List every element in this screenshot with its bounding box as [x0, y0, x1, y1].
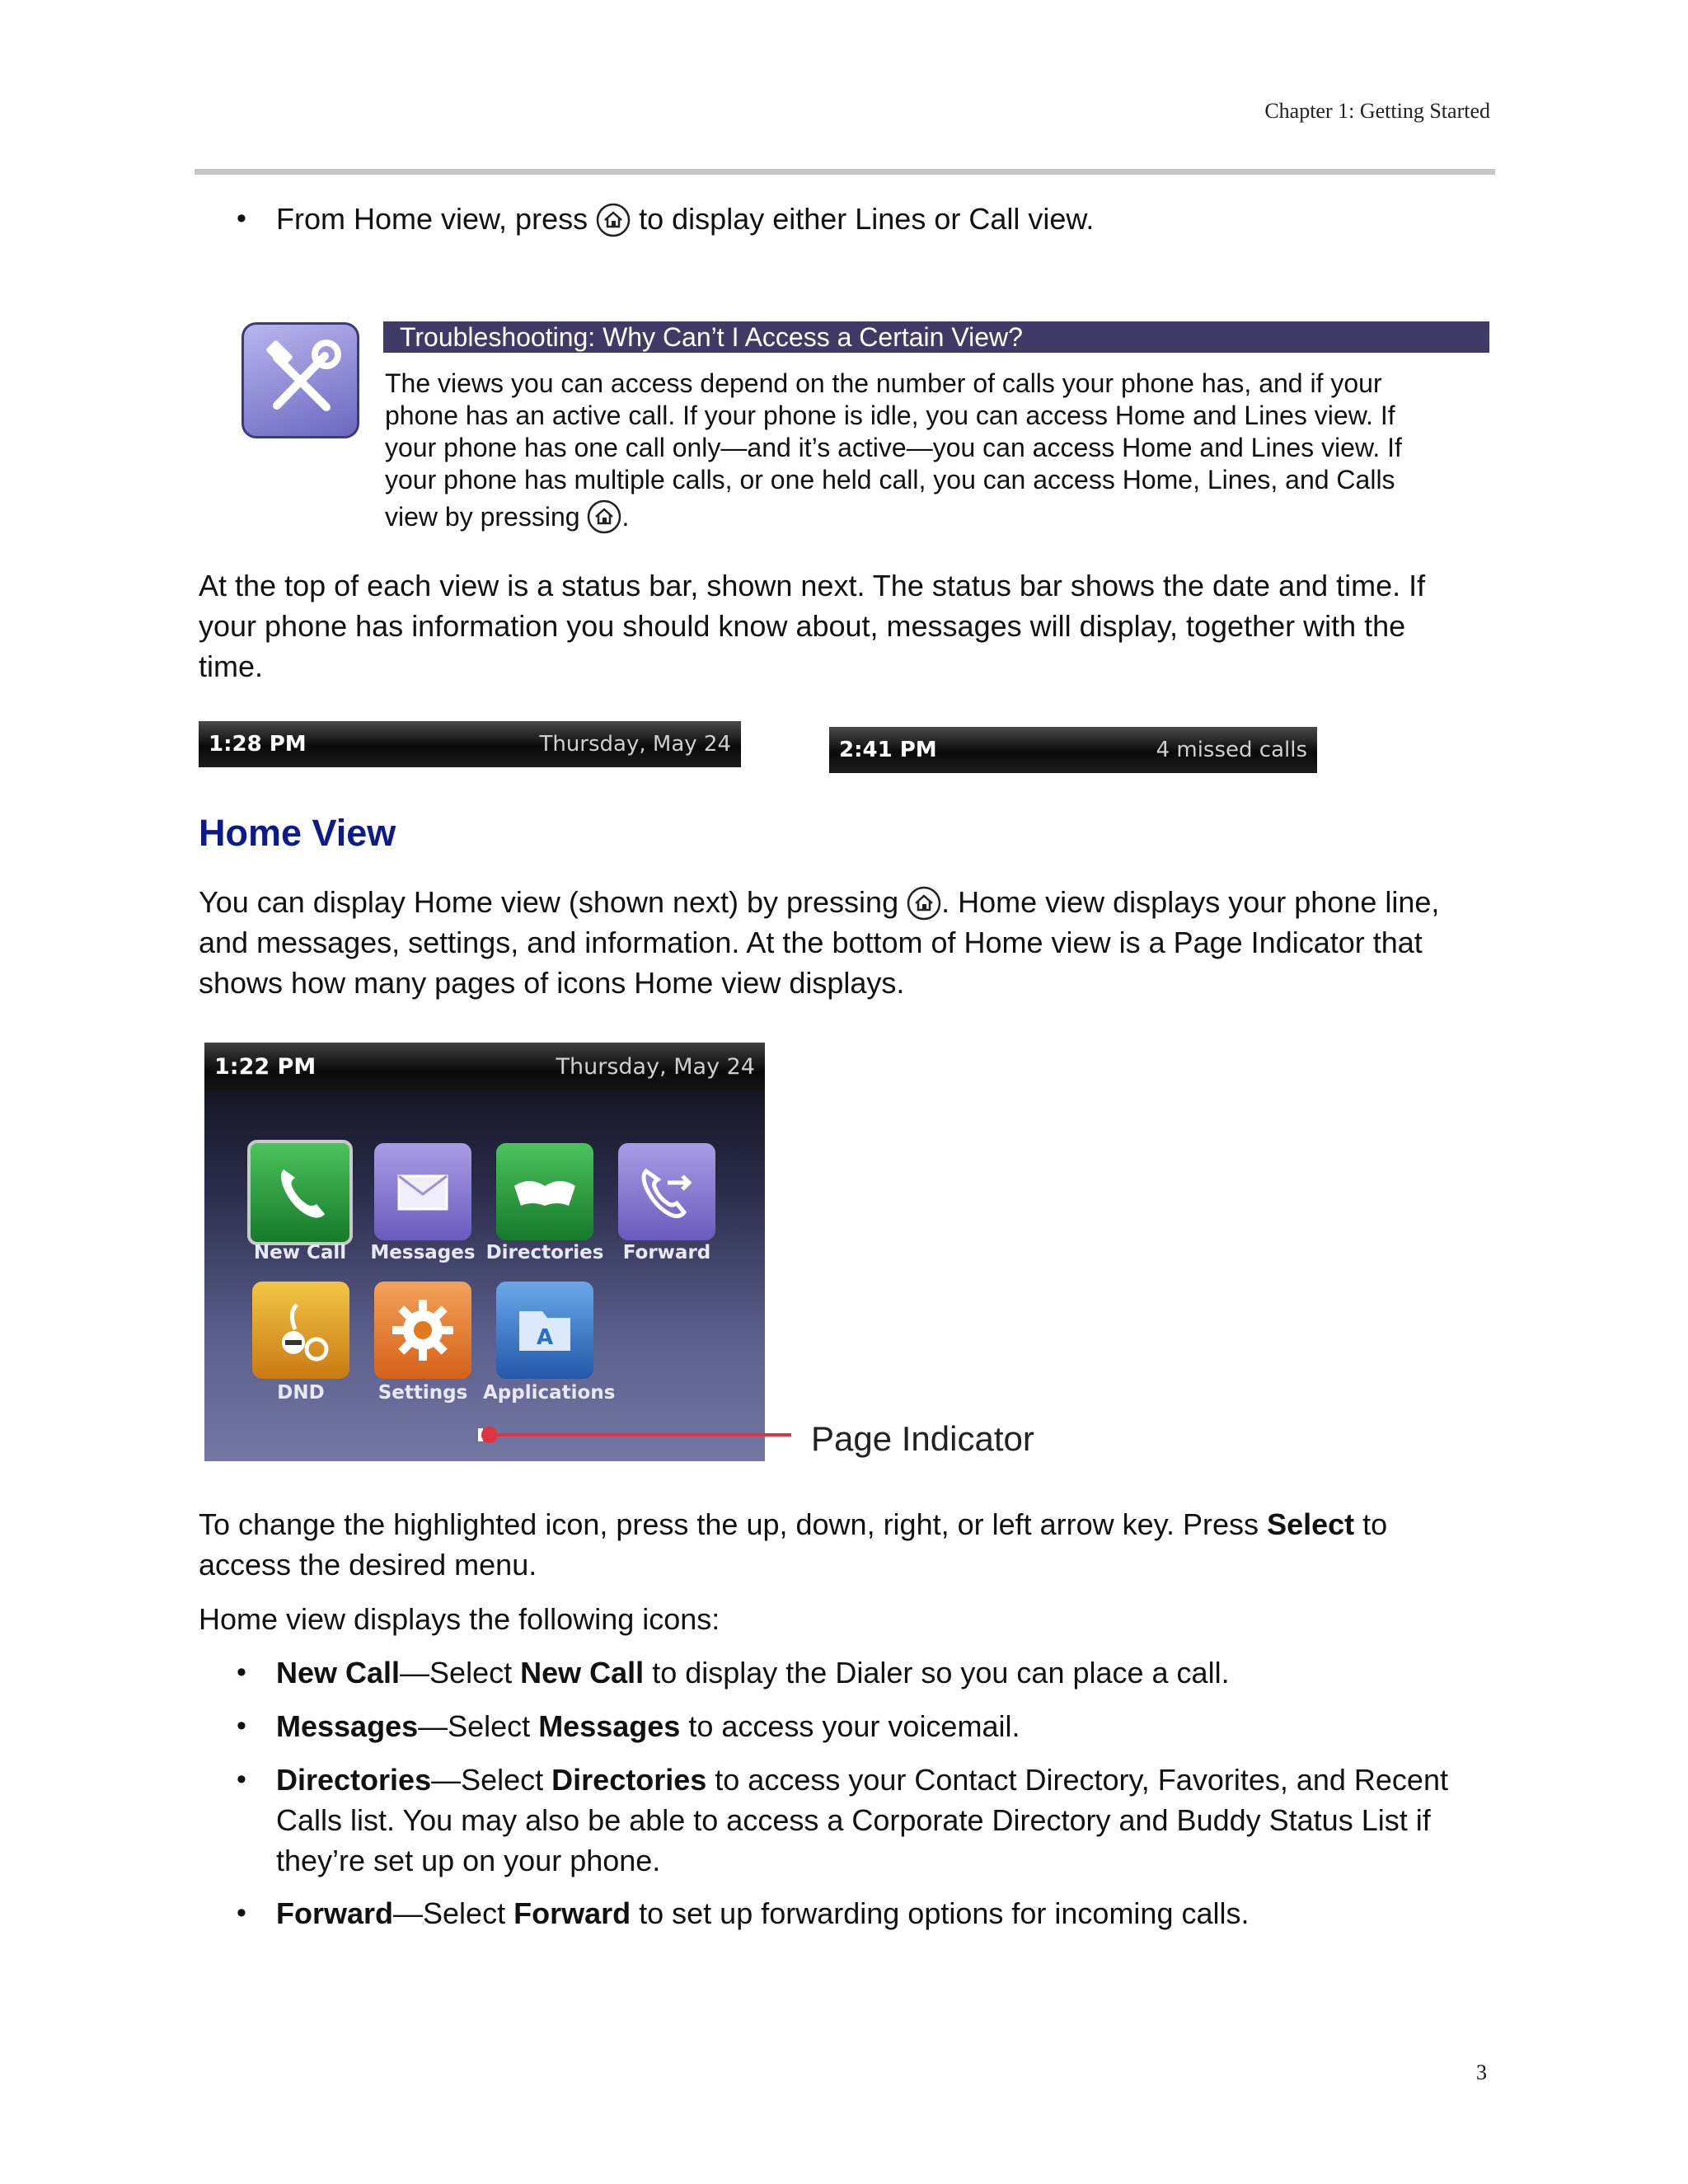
- navigation-paragraph: [199, 1504, 1517, 1585]
- tip-line: your phone has multiple calls, or one held call, you can access Home, Lines, and Calls: [385, 465, 1395, 494]
- list-line: they’re set up on your phone.: [276, 1844, 661, 1877]
- home-key-icon: [596, 203, 631, 237]
- list-text: —Select: [393, 1896, 506, 1930]
- new-call-tile[interactable]: [247, 1140, 353, 1245]
- phone-time: 1:22 PM: [214, 1054, 316, 1080]
- intro-bullet: [237, 199, 1512, 239]
- paragraph-line: your phone has information you should know about, messages will display, together with the: [199, 609, 1406, 643]
- paragraph-text: You can display Home view (shown next) by pressing: [199, 885, 899, 919]
- phone-date: Thursday, May 24: [556, 1054, 755, 1080]
- paragraph-line: [199, 1504, 1517, 1544]
- callout-line: [493, 1433, 791, 1436]
- list-item: [237, 1652, 1512, 1693]
- list-line: Calls list. You may also be able to access a Corporate Directory and Buddy Status List if: [276, 1803, 1431, 1837]
- home-key-icon: [907, 886, 941, 921]
- status-bar-example: [199, 721, 741, 767]
- status-bar-example: [829, 727, 1317, 773]
- intro-bullet-after: to display either Lines or Call view.: [639, 202, 1095, 236]
- tip-title: Troubleshooting: Why Can’t I Access a Certain View?: [383, 321, 1489, 353]
- tools-icon: [241, 322, 359, 438]
- list-term: Forward: [276, 1896, 394, 1930]
- forward-phone-icon: [618, 1143, 715, 1240]
- tip-line: The views you can access depend on the number of calls your phone has, and if your: [385, 368, 1382, 398]
- tip-body: [385, 368, 1489, 534]
- status-time: 1:28 PM: [209, 732, 307, 757]
- list-text: —Select: [400, 1656, 513, 1690]
- tile-label: Messages: [370, 1242, 476, 1263]
- forward-tile[interactable]: [618, 1143, 715, 1240]
- list-line: [276, 1760, 1512, 1800]
- phone-status-bar: [204, 1043, 765, 1092]
- list-text: —Select: [418, 1709, 531, 1743]
- book-icon: [496, 1143, 593, 1240]
- bullet-dot: •: [237, 203, 246, 234]
- tile-label: Applications: [483, 1382, 616, 1404]
- status-message: 4 missed calls: [1156, 738, 1307, 762]
- tile-label: DND: [277, 1382, 325, 1404]
- list-term: Directories: [551, 1763, 707, 1797]
- tip-line: phone has an active call. If your phone is idle, you can access Home and Lines view. If: [385, 401, 1395, 430]
- paragraph-line: At the top of each view is a status bar, shown next. The status bar shows the date and time. If: [199, 569, 1426, 602]
- intro-bullet-before: From Home view, press: [276, 202, 588, 236]
- list-text: to access your Contact Directory, Favorites, and Recent: [715, 1763, 1448, 1797]
- dnd-tile[interactable]: [252, 1282, 349, 1379]
- list-term: Messages: [538, 1709, 681, 1743]
- messages-tile[interactable]: [374, 1143, 471, 1240]
- applications-tile[interactable]: [496, 1282, 593, 1379]
- paragraph-line: shows how many pages of icons Home view displays.: [199, 966, 905, 1000]
- paragraph-text: to: [1362, 1507, 1388, 1541]
- folder-icon: [496, 1282, 593, 1379]
- directories-tile[interactable]: [496, 1143, 593, 1240]
- list-text: —Select: [431, 1763, 544, 1797]
- tile-label: Forward: [622, 1242, 711, 1263]
- paragraph-line: access the desired menu.: [199, 1548, 537, 1582]
- tip-last-text: view by pressing: [385, 502, 580, 532]
- bullet-dot: •: [237, 1897, 246, 1929]
- list-item: [237, 1760, 1512, 1881]
- running-header: Chapter 1: Getting Started: [1264, 99, 1490, 123]
- home-view-paragraph: [199, 882, 1517, 1003]
- tip-last-punct: .: [621, 502, 630, 532]
- paragraph-line: [199, 882, 1517, 922]
- list-intro: Home view displays the following icons:: [199, 1602, 720, 1636]
- header-rule: [195, 169, 1495, 175]
- list-text: to access your voicemail.: [688, 1709, 1020, 1743]
- list-item: [237, 1893, 1512, 1933]
- paragraph-line: time.: [199, 649, 264, 683]
- settings-tile[interactable]: [374, 1282, 471, 1379]
- gear-icon: [374, 1282, 471, 1379]
- list-text: to display the Dialer so you can place a call.: [652, 1656, 1230, 1690]
- section-heading: Home View: [199, 812, 396, 854]
- bullet-dot: •: [237, 1764, 246, 1795]
- bullet-dot: •: [237, 1710, 246, 1741]
- bullet-dot: •: [237, 1657, 246, 1688]
- list-text: to set up forwarding options for incoming calls.: [639, 1896, 1250, 1930]
- home-view-screenshot: [204, 1043, 765, 1461]
- envelope-icon: [374, 1143, 471, 1240]
- tip-line: your phone has one call only—and it’s active—you can access Home and Lines view. If: [385, 433, 1402, 462]
- paragraph-text: . Home view displays your phone line,: [941, 885, 1440, 919]
- tile-label: New Call: [253, 1242, 347, 1263]
- tile-label: Settings: [377, 1382, 468, 1404]
- home-key-icon: [587, 499, 621, 534]
- page-indicator-label: Page Indicator: [811, 1419, 1034, 1458]
- list-term: Forward: [513, 1896, 631, 1930]
- list-term: New Call: [276, 1656, 401, 1690]
- status-date: Thursday, May 24: [539, 732, 731, 757]
- phone-icon: [251, 1143, 349, 1242]
- dnd-icon: [252, 1282, 349, 1379]
- status-paragraph: [199, 565, 1517, 687]
- list-term: Messages: [276, 1709, 419, 1743]
- list-term: Directories: [276, 1763, 432, 1797]
- status-time: 2:41 PM: [839, 738, 937, 762]
- list-item: [237, 1706, 1512, 1746]
- page-number: 3: [1476, 2060, 1487, 2084]
- paragraph-text: To change the highlighted icon, press the up, down, right, or left arrow key. Press: [199, 1507, 1259, 1541]
- list-term: New Call: [520, 1656, 645, 1690]
- tile-label: Directories: [485, 1242, 604, 1263]
- tip-last-line: [385, 499, 1489, 534]
- select-key-term: Select: [1267, 1507, 1355, 1541]
- paragraph-line: and messages, settings, and information. At the bottom of Home view is a Page Indicator that: [199, 926, 1423, 959]
- svg-text:A: A: [536, 1325, 554, 1350]
